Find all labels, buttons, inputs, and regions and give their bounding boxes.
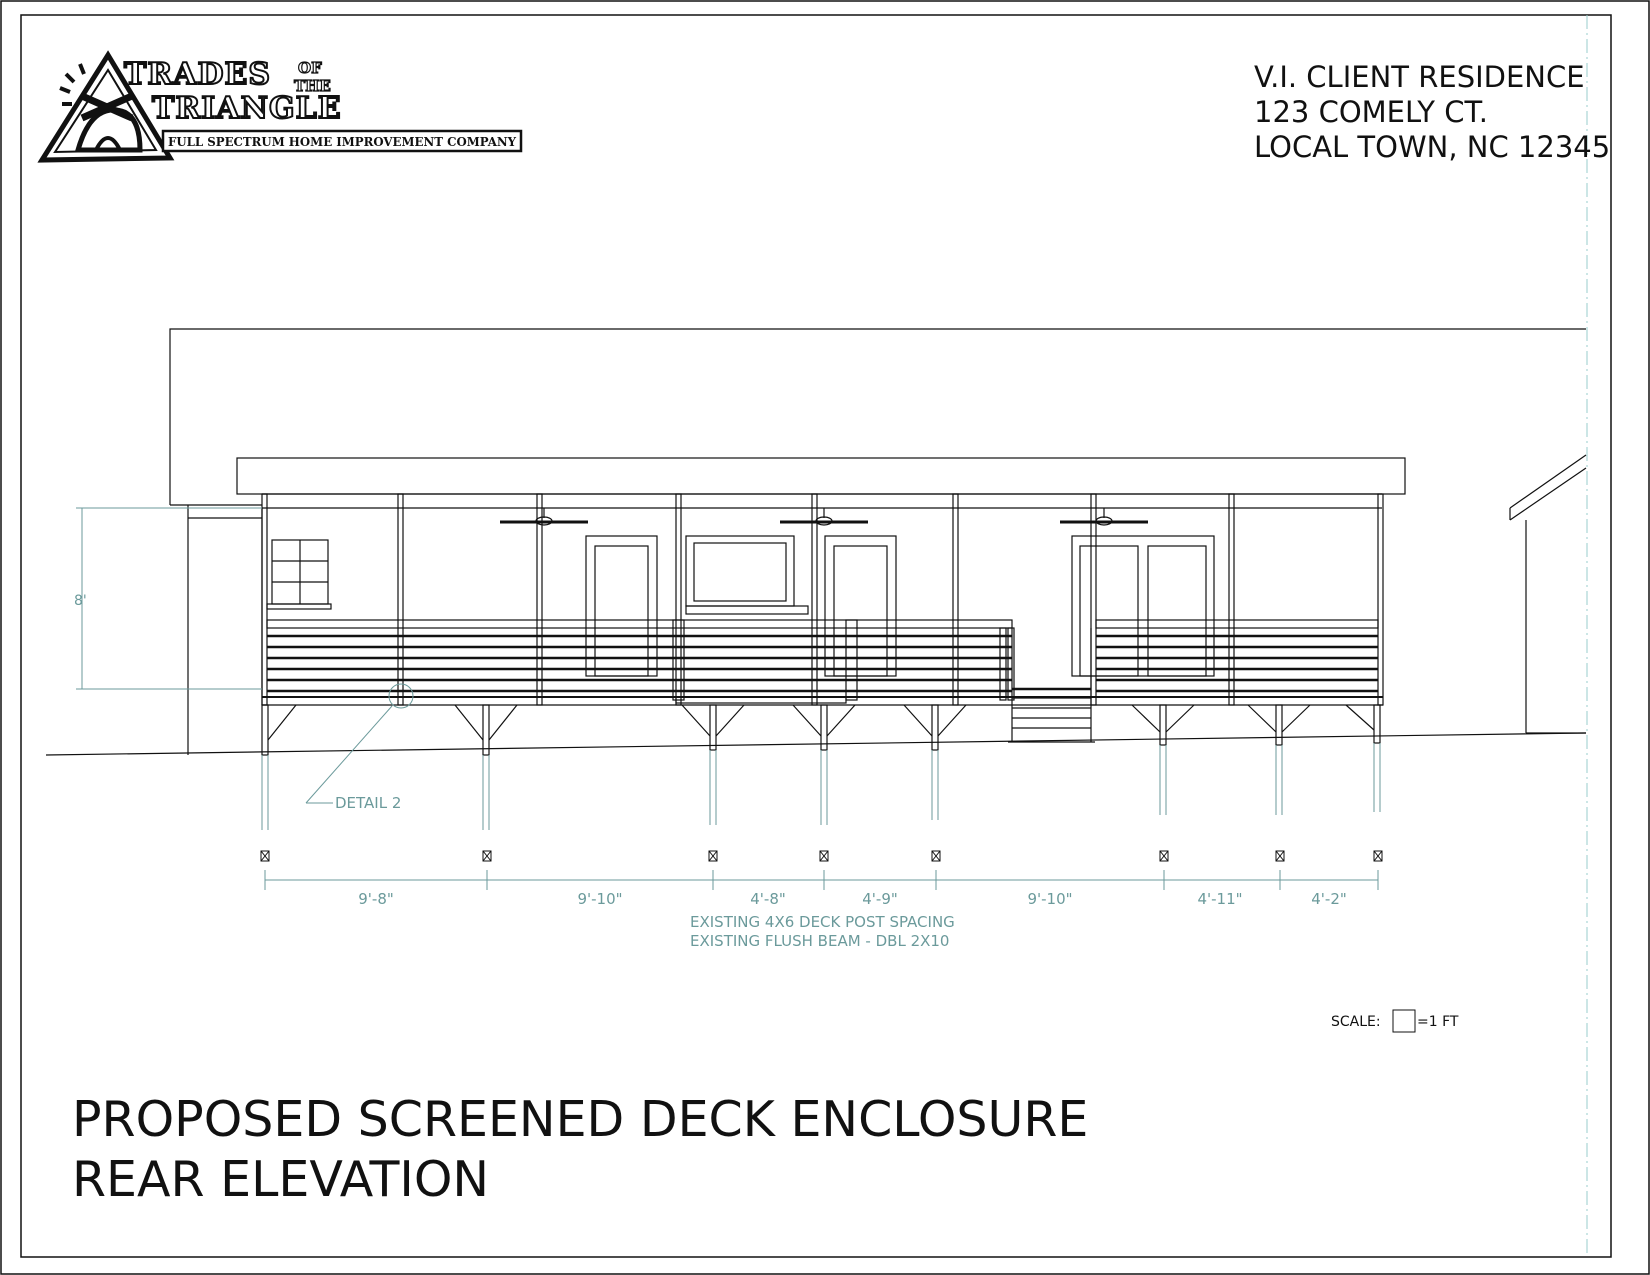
flush-beam-note: EXISTING FLUSH BEAM - DBL 2X10 xyxy=(690,932,950,950)
client-name: V.I. CLIENT RESIDENCE xyxy=(1254,60,1585,94)
post-markers xyxy=(261,851,1382,861)
title-line-2: REAR ELEVATION xyxy=(72,1151,490,1208)
ground-line xyxy=(46,733,1586,755)
ceiling-fan-1 xyxy=(500,508,588,525)
rear-elevation xyxy=(46,329,1586,755)
spacing-5: 9'-10" xyxy=(1027,890,1073,908)
window xyxy=(267,540,331,609)
french-doors xyxy=(1072,536,1214,676)
logo-triangle-word: TRIANGLE xyxy=(152,91,342,126)
porch-roof xyxy=(237,458,1405,494)
picture-window xyxy=(686,536,808,614)
logo-tagline: FULL SPECTRUM HOME IMPROVEMENT COMPANY xyxy=(168,134,518,149)
railing-left xyxy=(267,620,1014,700)
porch-posts xyxy=(262,494,1383,705)
drawing-title xyxy=(72,1091,1088,1208)
spacing-3: 4'-8" xyxy=(750,890,786,908)
client-street: 123 COMELY CT. xyxy=(1254,95,1488,129)
post-spacing-note: EXISTING 4X6 DECK POST SPACING xyxy=(690,913,955,931)
logo-of: OF xyxy=(298,59,322,77)
scale-suffix: =1 FT xyxy=(1417,1014,1459,1030)
deck-support-posts xyxy=(262,705,1380,755)
scale-indicator xyxy=(1331,1010,1459,1032)
door-2 xyxy=(825,536,896,676)
spacing-6: 4'-11" xyxy=(1197,890,1243,908)
spacing-1: 9'-8" xyxy=(358,890,394,908)
scale-prefix: SCALE: xyxy=(1331,1014,1381,1030)
house-outline xyxy=(170,329,1586,505)
company-logo xyxy=(42,55,521,160)
ceiling-fan-3 xyxy=(1060,508,1148,525)
post-spacing-dimensions xyxy=(265,870,1378,890)
deck-stairs xyxy=(1008,628,1095,742)
scale-box xyxy=(1393,1010,1415,1032)
client-city: LOCAL TOWN, NC 12345 xyxy=(1254,130,1611,164)
spacing-4: 4'-9" xyxy=(862,890,898,908)
wing-roof xyxy=(1510,455,1586,508)
spacing-7: 4'-2" xyxy=(1311,890,1347,908)
ceiling-fan-2 xyxy=(780,508,868,525)
client-info xyxy=(1254,60,1610,164)
logo-the: THE xyxy=(294,77,331,95)
detail-callout-label: DETAIL 2 xyxy=(335,794,402,812)
spacing-2: 9'-10" xyxy=(577,890,623,908)
door-1 xyxy=(586,536,657,676)
title-line-1: PROPOSED SCREENED DECK ENCLOSURE xyxy=(72,1091,1089,1148)
logo-trades: TRADES xyxy=(124,57,272,92)
height-dimension: 8' xyxy=(74,593,87,609)
